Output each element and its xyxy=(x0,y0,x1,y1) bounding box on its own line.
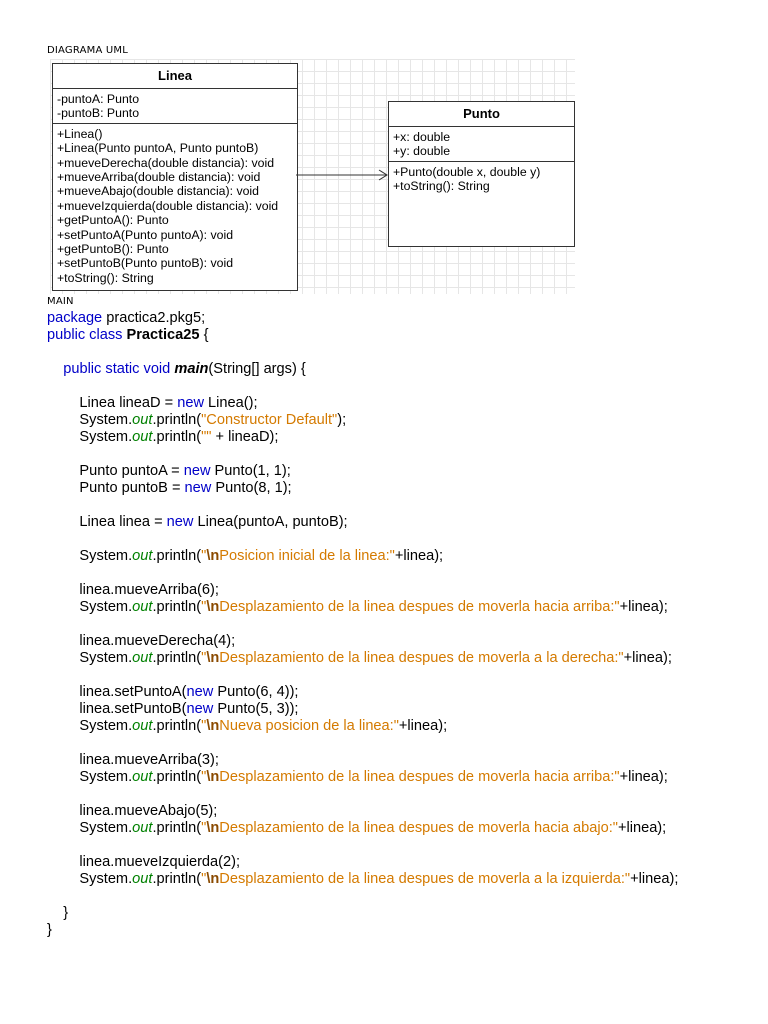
association-arrow xyxy=(296,168,391,182)
code-field: out xyxy=(132,650,153,666)
code-text: System. xyxy=(47,548,133,564)
code-string: Desplazamiento de la linea despues de moverla hacia arriba:" xyxy=(219,769,620,785)
code-text: +linea); xyxy=(617,820,667,836)
code-text: +linea); xyxy=(619,769,668,785)
code-field: out xyxy=(132,820,153,836)
code-line xyxy=(47,480,678,497)
code-text: practica2.pkg5; xyxy=(102,310,206,326)
code-line xyxy=(47,361,678,378)
code-string: "Constructor Default" xyxy=(201,412,338,428)
uml-attribute: +x: double xyxy=(393,130,451,144)
code-text: System. xyxy=(47,871,133,887)
code-text: .println( xyxy=(152,412,202,428)
code-escape: \n xyxy=(206,769,220,785)
code-line xyxy=(47,344,678,361)
code-text: linea.mueveAbajo(5); xyxy=(47,803,218,819)
code-keyword: new xyxy=(186,701,214,717)
uml-methods xyxy=(53,124,297,288)
code-line xyxy=(47,905,678,922)
code-text: Punto(8, 1); xyxy=(211,480,292,496)
code-keyword: package xyxy=(47,310,103,326)
uml-method: +getPuntoA(): Punto xyxy=(57,213,169,228)
code-line xyxy=(47,514,678,531)
code-line xyxy=(47,582,678,599)
code-text: Punto(5, 3)); xyxy=(213,701,299,717)
code-text: Punto(1, 1); xyxy=(210,463,291,479)
code-line xyxy=(47,752,678,769)
code-string: Posicion inicial de la linea:" xyxy=(219,548,395,564)
code-string: " xyxy=(201,820,207,836)
code-text: Linea lineaD = xyxy=(47,395,178,411)
code-text: } xyxy=(47,905,69,921)
code-string: " xyxy=(201,871,207,887)
code-text: linea.mueveArriba(6); xyxy=(47,582,219,598)
uml-method: +Punto(double x, double y) xyxy=(393,164,541,179)
uml-method: +toString(): String xyxy=(57,270,154,285)
uml-method: +setPuntoA(Punto puntoA): void xyxy=(57,227,234,242)
code-line xyxy=(47,888,678,905)
uml-attributes xyxy=(389,127,574,162)
code-text: + lineaD); xyxy=(211,429,279,445)
diagram-heading: DIAGRAMA UML xyxy=(47,45,129,56)
code-text: Punto(6, 4)); xyxy=(213,684,299,700)
uml-attribute: -puntoA: Punto xyxy=(57,92,140,106)
code-text: .println( xyxy=(152,548,202,564)
code-keyword: new xyxy=(166,514,194,530)
uml-method: +mueveIzquierda(double distancia): void xyxy=(57,198,279,213)
code-escape: \n xyxy=(206,650,220,666)
code-text: linea.mueveIzquierda(2); xyxy=(47,854,241,870)
code-keyword: new xyxy=(184,480,212,496)
code-text: System. xyxy=(47,650,133,666)
code-text: System. xyxy=(47,412,133,428)
uml-attribute: +y: double xyxy=(393,144,451,159)
code-line xyxy=(47,412,678,429)
code-text: .println( xyxy=(152,820,202,836)
code-line xyxy=(47,310,678,327)
code-line xyxy=(47,922,678,939)
code-line xyxy=(47,463,678,480)
code-text: +linea); xyxy=(623,650,672,666)
uml-class-title: Punto xyxy=(389,102,574,127)
code-field: out xyxy=(132,769,153,785)
code-text: System. xyxy=(47,429,133,445)
code-string: Desplazamiento de la linea despues de moverla a la izquierda:" xyxy=(219,871,631,887)
code-line xyxy=(47,650,678,667)
code-text: .println( xyxy=(152,718,202,734)
code-line xyxy=(47,395,678,412)
code-text: System. xyxy=(47,718,133,734)
code-field: out xyxy=(132,871,153,887)
code-string: " xyxy=(201,548,207,564)
code-text: System. xyxy=(47,820,133,836)
code-line xyxy=(47,497,678,514)
code-line xyxy=(47,735,678,752)
code-text: linea.mueveDerecha(4); xyxy=(47,633,236,649)
code-string: Desplazamiento de la linea despues de moverla hacia arriba:" xyxy=(219,599,620,615)
code-text: System. xyxy=(47,769,133,785)
code-text: } xyxy=(47,922,52,938)
code-keyword: new xyxy=(177,395,204,411)
code-text: ); xyxy=(337,412,347,428)
code-text: +linea); xyxy=(398,718,448,734)
code-text: .println( xyxy=(152,650,202,666)
code-text: +linea); xyxy=(630,871,679,887)
code-line xyxy=(47,837,678,854)
code-line xyxy=(47,871,678,888)
code-field: out xyxy=(132,429,153,445)
code-escape: \n xyxy=(206,820,220,836)
code-text: Linea(puntoA, puntoB); xyxy=(193,514,348,530)
uml-methods xyxy=(389,162,574,197)
code-string: " xyxy=(201,599,207,615)
code-string: " xyxy=(201,718,207,734)
code-line xyxy=(47,531,678,548)
uml-method: +toString(): String xyxy=(393,179,490,194)
code-escape: \n xyxy=(206,599,220,615)
code-line xyxy=(47,327,678,344)
code-string: Desplazamiento de la linea despues de moverla hacia abajo:" xyxy=(219,820,618,836)
uml-attribute: -puntoB: Punto xyxy=(57,106,140,121)
code-line xyxy=(47,718,678,735)
code-text: linea.setPuntoB( xyxy=(47,701,187,717)
uml-attributes xyxy=(53,89,297,124)
code-text: .println( xyxy=(152,769,202,785)
code-line xyxy=(47,446,678,463)
code-line xyxy=(47,786,678,803)
code-string: " xyxy=(201,769,207,785)
uml-method: +Linea() xyxy=(57,126,103,141)
code-string: " xyxy=(201,650,207,666)
code-line xyxy=(47,599,678,616)
code-keyword: new xyxy=(186,684,214,700)
uml-class-linea xyxy=(52,63,298,291)
code-line xyxy=(47,378,678,395)
uml-method: +mueveDerecha(double distancia): void xyxy=(57,155,275,170)
code-escape: \n xyxy=(206,548,220,564)
code-text: .println( xyxy=(152,871,202,887)
main-heading: MAIN xyxy=(47,296,74,307)
code-text: +linea); xyxy=(619,599,668,615)
code-field: out xyxy=(132,599,153,615)
code-keyword: new xyxy=(183,463,211,479)
uml-method: +mueveAbajo(double distancia): void xyxy=(57,184,259,199)
code-field: out xyxy=(132,718,153,734)
code-string: Desplazamiento de la linea despues de moverla a la derecha:" xyxy=(219,650,624,666)
code-text: .println( xyxy=(152,429,202,445)
uml-class-title: Linea xyxy=(53,64,297,89)
code-line xyxy=(47,820,678,837)
code-text: (String[] args) { xyxy=(208,361,306,377)
code-text: { xyxy=(199,327,209,343)
code-line xyxy=(47,854,678,871)
code-text: Linea(); xyxy=(204,395,258,411)
uml-method: +mueveArriba(double distancia): void xyxy=(57,170,261,185)
code-field: out xyxy=(132,412,153,428)
code-escape: \n xyxy=(206,871,220,887)
code-escape: \n xyxy=(206,718,220,734)
code-text: Linea linea = xyxy=(47,514,167,530)
code-text xyxy=(47,361,63,377)
code-text: +linea); xyxy=(394,548,444,564)
code-text: linea.setPuntoA( xyxy=(47,684,187,700)
code-text: Punto puntoA = xyxy=(47,463,184,479)
code-line xyxy=(47,565,678,582)
code-class-name: Practica25 xyxy=(126,327,200,343)
code-line xyxy=(47,667,678,684)
code-field: out xyxy=(132,548,153,564)
code-line xyxy=(47,684,678,701)
code-line xyxy=(47,616,678,633)
code-line xyxy=(47,429,678,446)
uml-class-punto xyxy=(388,101,575,247)
code-text: System. xyxy=(47,599,133,615)
code-keyword: public static void xyxy=(63,361,171,377)
code-line xyxy=(47,769,678,786)
code-text: linea.mueveArriba(3); xyxy=(47,752,219,768)
code-text: .println( xyxy=(152,599,202,615)
code-string: "" xyxy=(201,429,212,445)
uml-method: +Linea(Punto puntoA, Punto puntoB) xyxy=(57,141,259,156)
uml-method: +getPuntoB(): Punto xyxy=(57,242,169,257)
java-code-block xyxy=(47,310,678,939)
code-line xyxy=(47,701,678,718)
code-keyword: public class xyxy=(47,327,123,343)
code-text: Punto puntoB = xyxy=(47,480,185,496)
code-line xyxy=(47,803,678,820)
code-method-name: main xyxy=(174,361,209,377)
uml-method: +setPuntoB(Punto puntoB): void xyxy=(57,256,234,271)
code-line xyxy=(47,548,678,565)
code-string: Nueva posicion de la linea:" xyxy=(219,718,399,734)
code-line xyxy=(47,633,678,650)
